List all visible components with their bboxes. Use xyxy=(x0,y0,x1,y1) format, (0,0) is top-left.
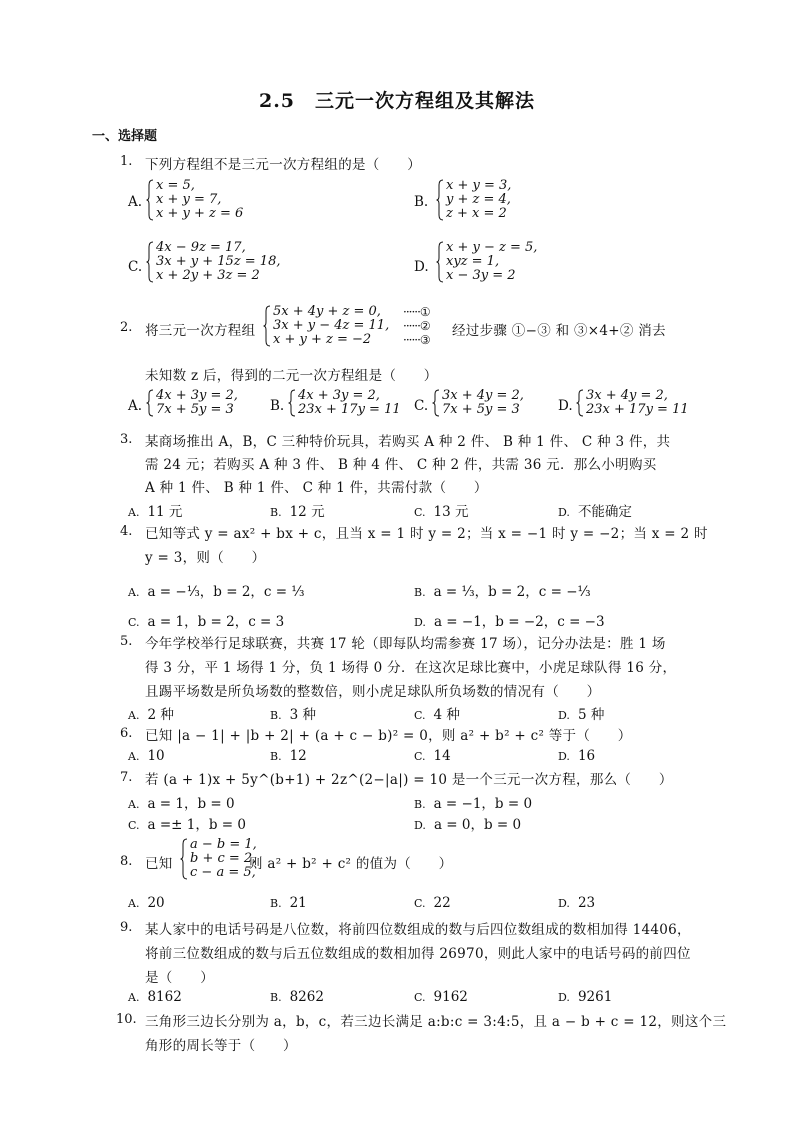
question-number: 3. xyxy=(120,432,133,447)
option-text: a = −⅓，b = 2，c = ⅓ xyxy=(147,584,305,600)
brace-icon xyxy=(146,389,154,417)
brace-icon xyxy=(432,389,440,417)
option-a xyxy=(128,580,304,600)
option-d xyxy=(414,610,605,630)
equation-line: x + 2y + 3z = 2 xyxy=(156,268,260,283)
option-c xyxy=(414,989,468,1005)
equation-line: y + z = 4, xyxy=(446,192,511,207)
question-number: 1. xyxy=(120,154,133,169)
option-label: C. xyxy=(128,259,143,275)
option-text: 11 元 xyxy=(147,504,183,520)
option-label: B. xyxy=(270,750,282,763)
option-text: a =± 1，b = 0 xyxy=(147,817,246,833)
brace-icon xyxy=(146,241,154,283)
option-text: 4 种 xyxy=(433,707,460,723)
option-text: 14 xyxy=(433,748,451,764)
option-label: D. xyxy=(558,750,570,763)
equation-system xyxy=(432,389,524,417)
option-d xyxy=(558,500,632,520)
brace-icon xyxy=(436,179,444,221)
option-label: D. xyxy=(414,616,426,629)
option-text: 不能确定 xyxy=(577,504,632,520)
question-text: 某人家中的电话号码是八位数，将前四位数组成的数与后四位数组成的数相加得 14406， xyxy=(145,922,691,938)
option-b xyxy=(270,895,307,911)
question-text: 是（ ） xyxy=(145,970,214,986)
option-c xyxy=(128,813,246,833)
equation-line: x + y + z = −2 xyxy=(273,332,372,347)
question-text: y = 3，则（ ） xyxy=(145,550,266,566)
option-label: A. xyxy=(128,897,140,910)
equation-system xyxy=(146,389,238,417)
equation-marker: ······① xyxy=(403,305,430,319)
option-label: C. xyxy=(414,750,426,763)
brace-icon xyxy=(180,838,188,880)
question-text: 将三元一次方程组 xyxy=(145,323,256,339)
question-text: 未知数 z 后，得到的二元一次方程组是（ ） xyxy=(145,368,438,384)
question-number: 5. xyxy=(120,634,133,649)
equation-line: x + y − z = 5, xyxy=(446,240,538,255)
question-number: 8. xyxy=(120,854,133,869)
option-text: a = 1，b = 0 xyxy=(147,796,235,812)
option-text: a = −1，b = −2，c = −3 xyxy=(433,614,605,630)
option-d xyxy=(414,813,521,833)
option-a xyxy=(128,500,182,520)
option-text: a = 1，b = 2，c = 3 xyxy=(147,614,285,630)
equation-line: 3x + y + 15z = 18, xyxy=(156,254,281,269)
option-label: A. xyxy=(128,194,143,210)
equation-line: 23x + 17y = 11 xyxy=(298,402,401,417)
brace-icon xyxy=(436,241,444,283)
option-label: D. xyxy=(558,398,573,414)
option-text: 9261 xyxy=(577,989,613,1005)
option-b xyxy=(270,989,324,1005)
equation-line: c − a = 5, xyxy=(190,865,256,880)
option-b xyxy=(270,748,307,764)
option-label: D. xyxy=(558,991,570,1004)
option-a xyxy=(128,792,235,812)
option-label: C. xyxy=(414,506,426,519)
brace-icon xyxy=(146,179,154,221)
option-text: 10 xyxy=(147,748,165,764)
option-a xyxy=(128,703,174,723)
question-text: 若 (a + 1)x + 5y^(b+1) + 2z^(2−|a|) = 10 是一个三元一次方程，那么（ ） xyxy=(145,772,673,788)
option-label: D. xyxy=(414,819,426,832)
question-text: 已知等式 y = ax² + bx + c，且当 x = 1 时 y = 2；当 x = −1 时 y = −2；当 x = 2 时 xyxy=(145,526,708,542)
option-text: 12 元 xyxy=(289,504,325,520)
option-b xyxy=(414,792,532,812)
question-text: 经过步骤 ①−③ 和 ③×4+② 消去 xyxy=(452,323,666,339)
equation-system xyxy=(436,179,511,221)
equation-system xyxy=(436,241,537,283)
option-label: A. xyxy=(128,398,143,414)
equation-line: x = 5, xyxy=(156,178,195,193)
question-text: 某商场推出 A，B，C 三种特价玩具，若购买 A 种 2 件、 B 种 1 件、 C 种 3 件，共 xyxy=(145,434,671,450)
equation-system xyxy=(146,241,280,283)
option-label: D. xyxy=(558,709,570,722)
option-c xyxy=(414,748,451,764)
option-text: 13 元 xyxy=(433,504,469,520)
equation-line: 4x + 3y = 2, xyxy=(298,388,380,403)
equation-line: 3x + 4y = 2, xyxy=(586,388,668,403)
option-text: 20 xyxy=(147,895,165,911)
option-label: C. xyxy=(414,991,426,1004)
equation-line: 7x + 5y = 3 xyxy=(442,402,520,417)
option-label: A. xyxy=(128,586,140,599)
option-text: a = ⅓，b = 2，c = −⅓ xyxy=(433,584,591,600)
option-label: B. xyxy=(270,709,282,722)
option-label: B. xyxy=(414,194,429,210)
option-b xyxy=(270,703,316,723)
question-text: 且踢平场数是所负场数的整数倍，则小虎足球队所负场数的情况有（ ） xyxy=(145,684,601,700)
question-text: 将前三位数组成的数与后五位数组成的数相加得 26970，则此人家中的电话号码的前四位 xyxy=(145,946,691,962)
option-label: B. xyxy=(270,897,282,910)
option-text: 2 种 xyxy=(147,707,174,723)
option-text: a = −1，b = 0 xyxy=(433,796,533,812)
question-text: 已知 xyxy=(145,856,173,872)
equation-marker: ······② xyxy=(403,319,430,333)
question-text: 角形的周长等于（ ） xyxy=(145,1038,297,1054)
option-label: A. xyxy=(128,991,140,1004)
option-text: 3 种 xyxy=(289,707,316,723)
option-d xyxy=(558,989,612,1005)
question-text: 得 3 分，平 1 场得 1 分，负 1 场得 0 分．在这次足球比赛中，小虎足球队得 16 分， xyxy=(145,660,677,676)
question-text: 今年学校举行足球联赛，共赛 17 轮（即每队均需参赛 17 场），记分办法是：胜 1 场 xyxy=(145,636,666,652)
question-number: 10. xyxy=(116,1012,137,1027)
option-c xyxy=(414,500,469,520)
question-text: 三角形三边长分别为 a，b，c，若三边长满足 a:b:c = 3:4:5，且 a − b + c = 12，则这个三 xyxy=(145,1014,727,1030)
equation-markers xyxy=(403,305,430,347)
option-a xyxy=(128,989,182,1005)
equation-line: 4x − 9z = 17, xyxy=(156,240,246,255)
equation-line: 3x + 4y = 2, xyxy=(442,388,524,403)
option-text: a = 0，b = 0 xyxy=(433,817,522,833)
option-text: 23 xyxy=(577,895,596,911)
equation-line: b + c = 2, xyxy=(190,851,257,866)
page-title: 2.5 三元一次方程组及其解法 xyxy=(258,90,536,112)
option-d xyxy=(558,748,595,764)
option-label: C. xyxy=(414,897,426,910)
option-label: D. xyxy=(558,506,570,519)
question-text: 下列方程组不是三元一次方程组的是（ ） xyxy=(145,157,421,173)
option-a xyxy=(128,895,165,911)
question-text: 则 a² + b² + c² 的值为（ ） xyxy=(249,856,453,872)
option-text: 21 xyxy=(289,895,307,911)
equation-system xyxy=(288,389,401,417)
option-c xyxy=(414,895,451,911)
equation-line: z + x = 2 xyxy=(446,206,507,221)
equation-line: x + y = 7, xyxy=(156,192,222,207)
option-text: 22 xyxy=(433,895,451,911)
option-c xyxy=(128,610,284,630)
section-heading: 一、选择题 xyxy=(92,129,158,144)
question-number: 4. xyxy=(120,524,133,539)
option-label: A. xyxy=(128,709,140,722)
option-label: C. xyxy=(128,616,140,629)
option-text: 12 xyxy=(289,748,307,764)
question-text: 需 24 元；若购买 A 种 3 件、 B 种 4 件、 C 种 2 件，共需 36 元．那么小明购买 xyxy=(145,457,657,473)
question-number: 2. xyxy=(120,320,133,335)
equation-line: 4x + 3y = 2, xyxy=(156,388,238,403)
option-d xyxy=(558,895,595,911)
equation-system xyxy=(263,305,389,347)
equation-line: x + y + z = 6 xyxy=(156,206,244,221)
option-label: A. xyxy=(128,798,140,811)
option-b xyxy=(414,580,591,600)
option-label: B. xyxy=(270,398,285,414)
equation-line: x + y = 3, xyxy=(446,178,512,193)
option-label: C. xyxy=(414,398,429,414)
option-text: 9162 xyxy=(433,989,468,1005)
option-a xyxy=(128,748,165,764)
option-text: 8162 xyxy=(147,989,182,1005)
equation-line: 23x + 17y = 11 xyxy=(586,402,689,417)
option-b xyxy=(270,500,325,520)
option-label: B. xyxy=(270,506,282,519)
equation-line: 7x + 5y = 3 xyxy=(156,402,234,417)
brace-icon xyxy=(263,305,271,347)
option-label: D. xyxy=(558,897,570,910)
option-text: 8262 xyxy=(289,989,324,1005)
option-text: 5 种 xyxy=(577,707,605,723)
option-text: 16 xyxy=(577,748,596,764)
option-label: B. xyxy=(414,798,426,811)
option-label: A. xyxy=(128,750,140,763)
equation-line: xyz = 1, xyxy=(446,254,500,269)
option-label: A. xyxy=(128,506,140,519)
equation-marker: ······③ xyxy=(403,333,430,347)
equation-system xyxy=(180,838,257,880)
question-number: 7. xyxy=(120,770,133,785)
equation-line: a − b = 1, xyxy=(190,837,257,852)
option-label: C. xyxy=(414,709,426,722)
question-text: 已知 |a − 1| + |b + 2| + (a + c − b)² = 0，则 a² + b² + c² 等于（ ） xyxy=(145,728,632,744)
option-label: B. xyxy=(414,586,426,599)
brace-icon xyxy=(288,389,296,417)
equation-line: 5x + 4y + z = 0, xyxy=(273,304,381,319)
option-label: C. xyxy=(128,819,140,832)
equation-line: 3x + y − 4z = 11, xyxy=(273,318,390,333)
option-label: B. xyxy=(270,991,282,1004)
question-number: 6. xyxy=(120,726,133,741)
option-label: D. xyxy=(414,259,429,275)
option-c xyxy=(414,703,460,723)
question-number: 9. xyxy=(120,920,133,935)
question-text: A 种 1 件、 B 种 1 件、 C 种 1 件，共需付款（ ） xyxy=(145,480,488,496)
option-d xyxy=(558,703,604,723)
brace-icon xyxy=(576,389,584,417)
equation-system xyxy=(576,389,689,417)
equation-system xyxy=(146,179,243,221)
equation-line: x − 3y = 2 xyxy=(446,268,516,283)
